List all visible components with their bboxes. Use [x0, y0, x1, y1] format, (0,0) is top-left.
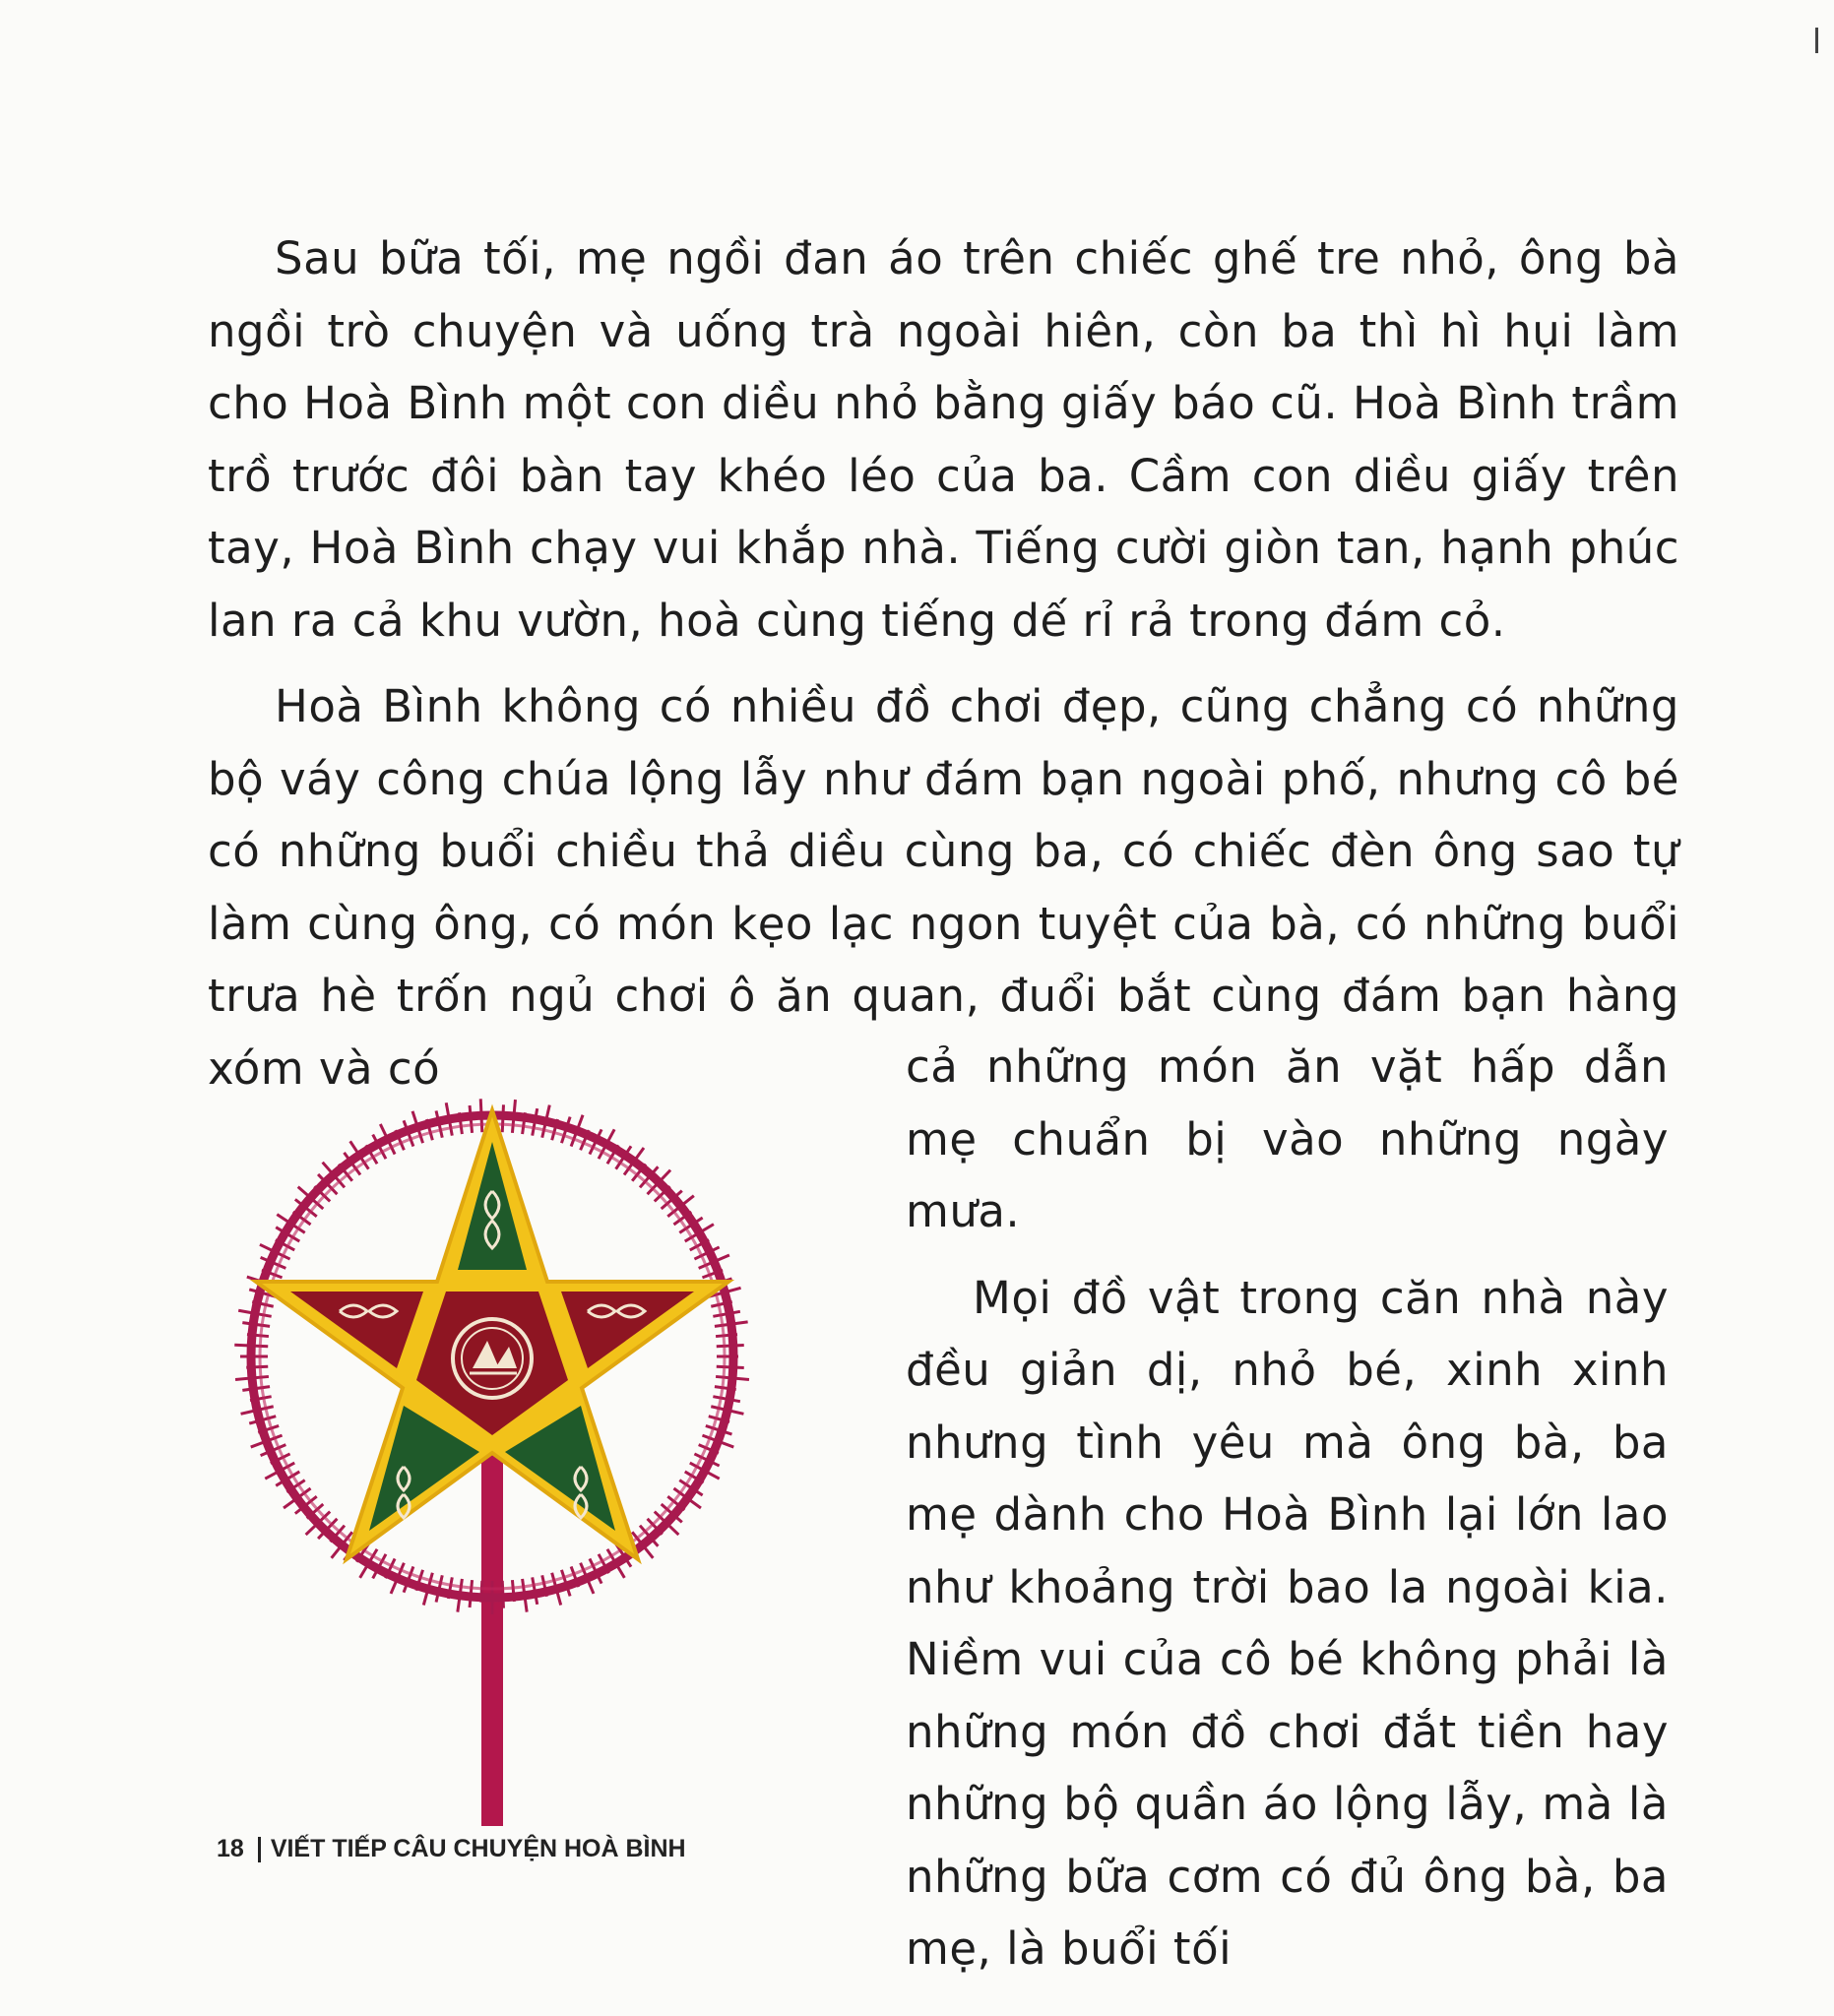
- body-text-right: [906, 1031, 1669, 1985]
- star-lantern-icon: [234, 1099, 749, 1826]
- paragraph: Sau bữa tối, mẹ ngồi đan áo trên chiếc ghế tre nhỏ, ông bà ngồi trò chuyện và uống trà ngoài hiên, còn ba thì hì hụi làm cho Hoà Bình một con diều nhỏ bằng giấy báo cũ. Hoà Bình trầm trồ trước đôi bàn tay khéo léo của ba. Cầm con diều giấy trên tay, Hoà Bình chạy vui khắp nhà. Tiếng cười giòn tan, hạnh phúc lan ra cả khu vườn, hoà cùng tiếng dế rỉ rả trong đám cỏ.: [208, 232, 1679, 647]
- page-footer: [217, 1835, 686, 1863]
- paragraph: Mọi đồ vật trong căn nhà này đều giản dị, nhỏ bé, xinh xinh nhưng tình yêu mà ông bà, ba mẹ dành cho Hoà Bình lại lớn lao như khoảng trời bao la ngoài kia. Niềm vui của cô bé không phải là những món đồ chơi đắt tiền hay những bộ quần áo lộng lẫy, mà là những bữa cơm có đủ ông bà, ba mẹ, là buổi tối: [906, 1271, 1669, 1975]
- lantern-stick: [481, 1447, 503, 1826]
- paragraph: cả những món ăn vặt hấp dẫn mẹ chuẩn bị vào những ngày mưa.: [906, 1040, 1669, 1237]
- book-title: VIẾT TIẾP CÂU CHUYỆN HOÀ BÌNH: [270, 1835, 686, 1862]
- page-edge-mark: [1815, 28, 1818, 53]
- footer-divider: [258, 1837, 261, 1862]
- star-lantern-illustration: [221, 1073, 783, 1831]
- paragraph: Hoà Bình không có nhiều đồ chơi đẹp, cũng chẳng có những bộ váy công chúa lộng lẫy như đám bạn ngoài phố, nhưng cô bé có những buổi chiều thả diều cùng ba, có chiếc đèn ông sao tự làm cùng ông, có món kẹo lạc ngon tuyệt của bà, có những buổi trưa hè trốn ngủ chơi ô ăn quan, đuổi bắt cùng đám bạn hàng xóm và có: [208, 680, 1679, 1095]
- body-text-top: [208, 222, 1679, 1118]
- page-number: 18: [217, 1835, 244, 1862]
